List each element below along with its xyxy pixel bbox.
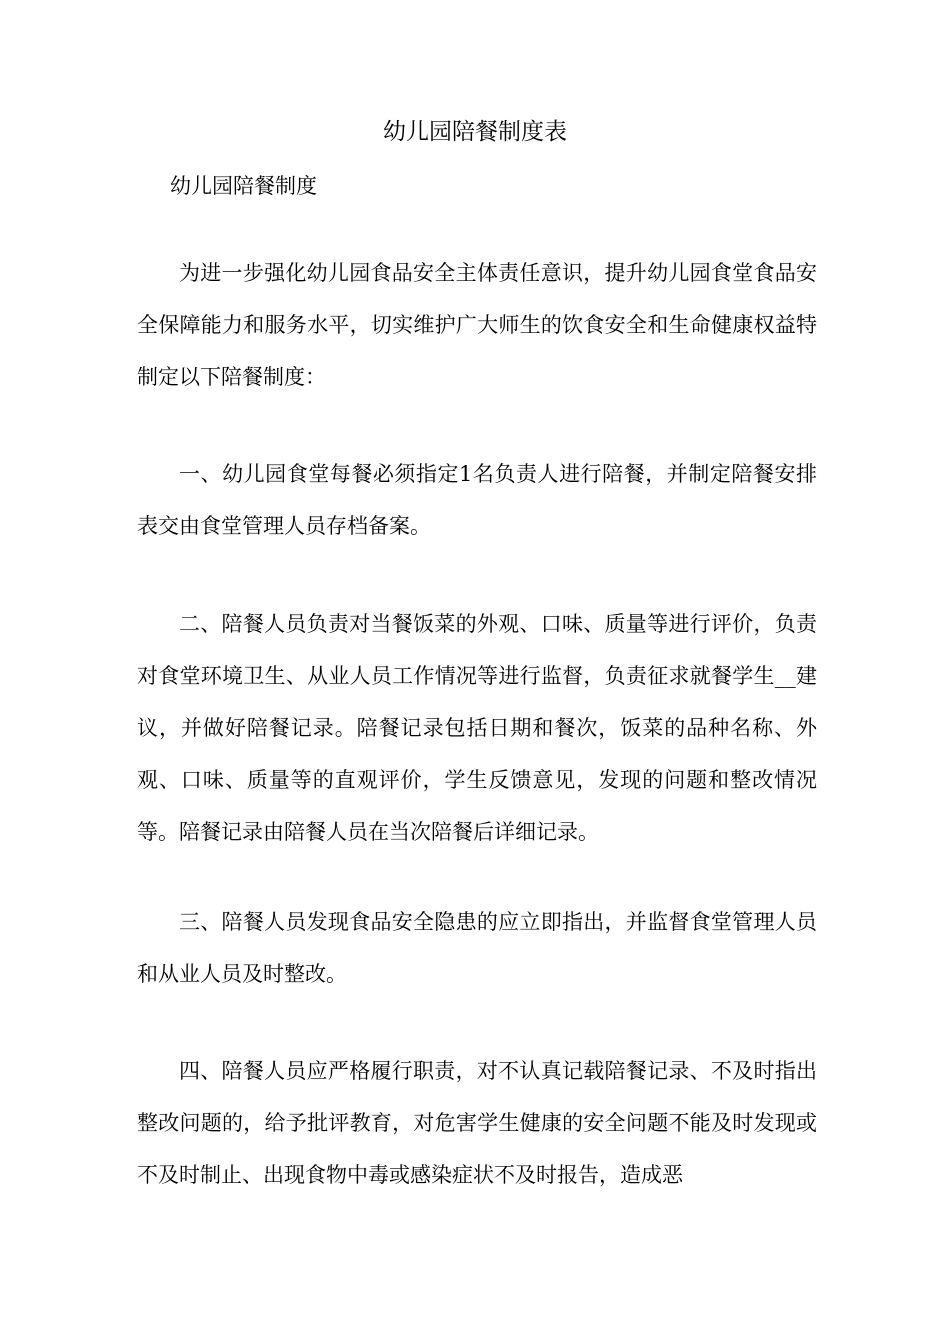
paragraph-intro: 为进一步强化幼儿园食品安全主体责任意识，提升幼儿园食堂食品安全保障能力和服务水平，切实维护广大师生的饮食安全和生命健康权益特制定以下陪餐制度：	[137, 261, 817, 389]
paragraph-rule-3: 三、陪餐人员发现食品安全隐患的应立即指出，并监督食堂管理人员和从业人员及时整改。	[137, 910, 817, 986]
paragraph-rule-1: 一、幼儿园食堂每餐必须指定1名负责人进行陪餐，并制定陪餐安排表交由食堂管理人员存档备案。	[137, 462, 817, 538]
paragraph-rule-4: 四、陪餐人员应严格履行职责，对不认真记载陪餐记录、不及时指出整改问题的，给予批评教育，对危害学生健康的安全问题不能及时发现或不及时制止、出现食物中毒或感染症状不及时报告，造成恶	[137, 1059, 817, 1187]
document-title: 幼儿园陪餐制度表	[383, 119, 567, 145]
paragraph-rule-2: 二、陪餐人员负责对当餐饭菜的外观、口味、质量等进行评价，负责对食堂环境卫生、从业人员工作情况等进行监督，负责征求就餐学生__建议，并做好陪餐记录。陪餐记录包括日期和餐次，饭菜的品种名称、外观、口味、质量等的直观评价，学生反馈意见，发现的问题和整改情况等。陪餐记录由陪餐人员在当次陪餐后详细记录。	[137, 612, 817, 844]
document-subtitle: 幼儿园陪餐制度	[170, 174, 317, 198]
